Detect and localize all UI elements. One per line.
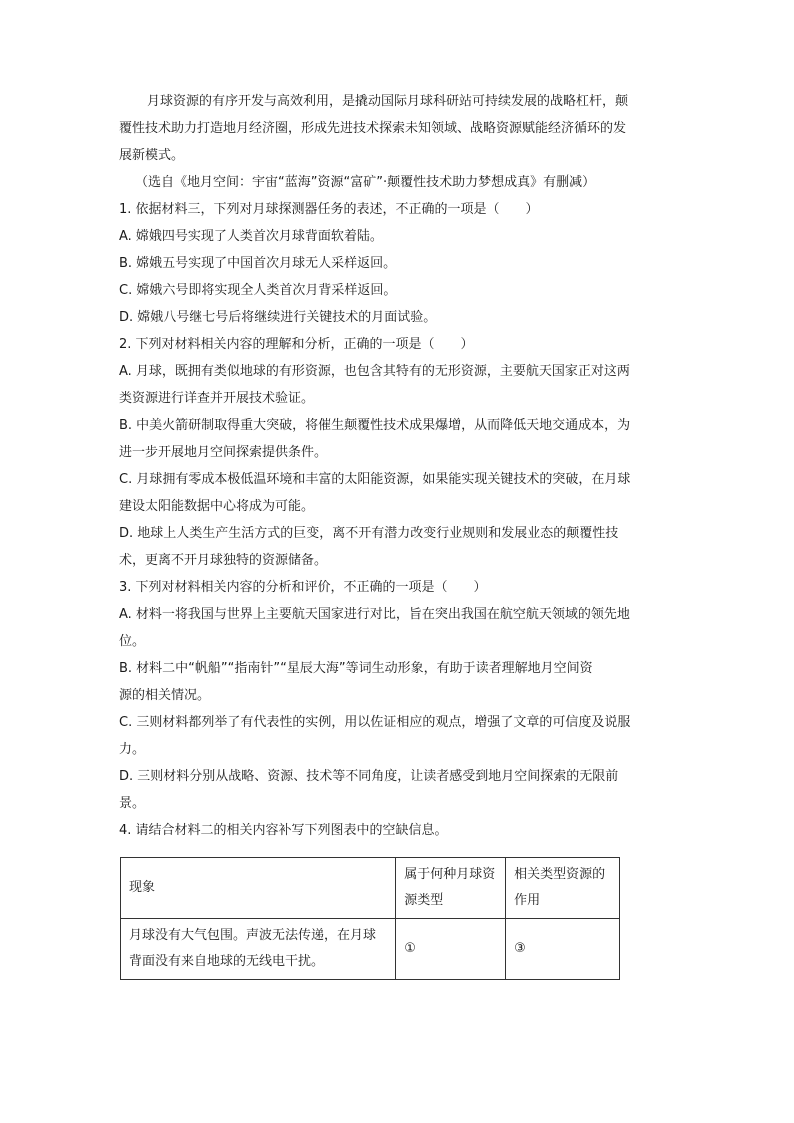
table-header-cell: 属于何种月球资源类型 bbox=[396, 858, 506, 919]
question-1-option-d: D. 嫦娥八号继七号后将继续进行关键技术的月面试验。 bbox=[119, 310, 437, 325]
table-row bbox=[121, 919, 620, 980]
table-cell-blank-1: ① bbox=[396, 919, 506, 980]
question-1-option-a: A. 嫦娥四号实现了人类首次月球背面软着陆。 bbox=[119, 229, 383, 244]
question-2-option-d: D. 地球上人类生产生活方式的巨变，离不开有潜力改变行业规则和发展业态的颠覆性技 bbox=[119, 526, 619, 541]
question-2-option-a: A. 月球，既拥有类似地球的有形资源，也包含其特有的无形资源，主要航天国家正对这两 bbox=[119, 364, 630, 379]
question-2-stem: 2. 下列对材料相关内容的理解和分析，正确的一项是（ ） bbox=[119, 337, 474, 352]
question-2-option-c-cont: 建设太阳能数据中心将成为可能。 bbox=[119, 499, 315, 514]
table-header-cell: 相关类型资源的作用 bbox=[506, 858, 620, 919]
question-3-option-a-cont: 位。 bbox=[119, 634, 146, 649]
question-2-option-a-cont: 类资源进行详查并开展技术验证。 bbox=[119, 391, 315, 406]
table-cell-blank-3: ③ bbox=[506, 919, 620, 980]
question-3-option-a: A. 材料一将我国与世界上主要航天国家进行对比，旨在突出我国在航空航天领域的领先地 bbox=[119, 607, 630, 622]
question-1-option-b: B. 嫦娥五号实现了中国首次月球无人采样返回。 bbox=[119, 256, 397, 271]
question-4-stem: 4. 请结合材料二的相关内容补写下列图表中的空缺信息。 bbox=[119, 823, 448, 838]
table-cell-phenomenon: 月球没有大气包围。声波无法传递，在月球背面没有来自地球的无线电干扰。 bbox=[121, 919, 396, 980]
question-3-stem: 3. 下列对材料相关内容的分析和评价，不正确的一项是（ ） bbox=[119, 580, 487, 595]
question-3-option-c: C. 三则材料都列举了有代表性的实例，用以佐证相应的观点，增强了文章的可信度及说服 bbox=[119, 715, 631, 730]
question-3-option-c-cont: 力。 bbox=[119, 742, 146, 757]
document-body bbox=[119, 88, 679, 844]
passage-line: 展新模式。 bbox=[119, 148, 185, 163]
question-1-stem: 1. 依据材料三，下列对月球探测器任务的表述，不正确的一项是（ ） bbox=[119, 202, 539, 217]
question-3-option-d-cont: 景。 bbox=[119, 796, 146, 811]
question-3-option-b: B. 材料二中“帆船”“指南针”“星辰大海”等词生动形象，有助于读者理解地月空间资 bbox=[119, 661, 593, 676]
fill-in-table bbox=[120, 857, 620, 980]
passage-line: 覆性技术助力打造地月经济圈，形成先进技术探索未知领域、战略资源赋能经济循环的发 bbox=[119, 121, 627, 136]
question-3-option-b-cont: 源的相关情况。 bbox=[119, 688, 211, 703]
question-2-option-b-cont: 进一步开展地月空间探索提供条件。 bbox=[119, 445, 328, 460]
question-2-option-d-cont: 术，更离不开月球独特的资源储备。 bbox=[119, 553, 328, 568]
question-1-option-c: C. 嫦娥六号即将实现全人类首次月背采样返回。 bbox=[119, 283, 397, 298]
table-header-cell: 现象 bbox=[121, 858, 396, 919]
question-3-option-d: D. 三则材料分别从战略、资源、技术等不同角度，让读者感受到地月空间探索的无限前 bbox=[119, 769, 619, 784]
question-2-option-c: C. 月球拥有零成本极低温环境和丰富的太阳能资源，如果能实现关键技术的突破，在月球 bbox=[119, 472, 631, 487]
table-header-row bbox=[121, 858, 620, 919]
passage-source: （选自《地月空间：宇宙“蓝海”资源“富矿”·颠覆性技术助力梦想成真》有删减） bbox=[135, 175, 596, 190]
passage-line: 月球资源的有序开发与高效利用，是撬动国际月球科研站可持续发展的战略杠杆，颠 bbox=[147, 94, 629, 109]
question-2-option-b: B. 中美火箭研制取得重大突破，将催生颠覆性技术成果爆增，从而降低天地交通成本，为 bbox=[119, 418, 631, 433]
